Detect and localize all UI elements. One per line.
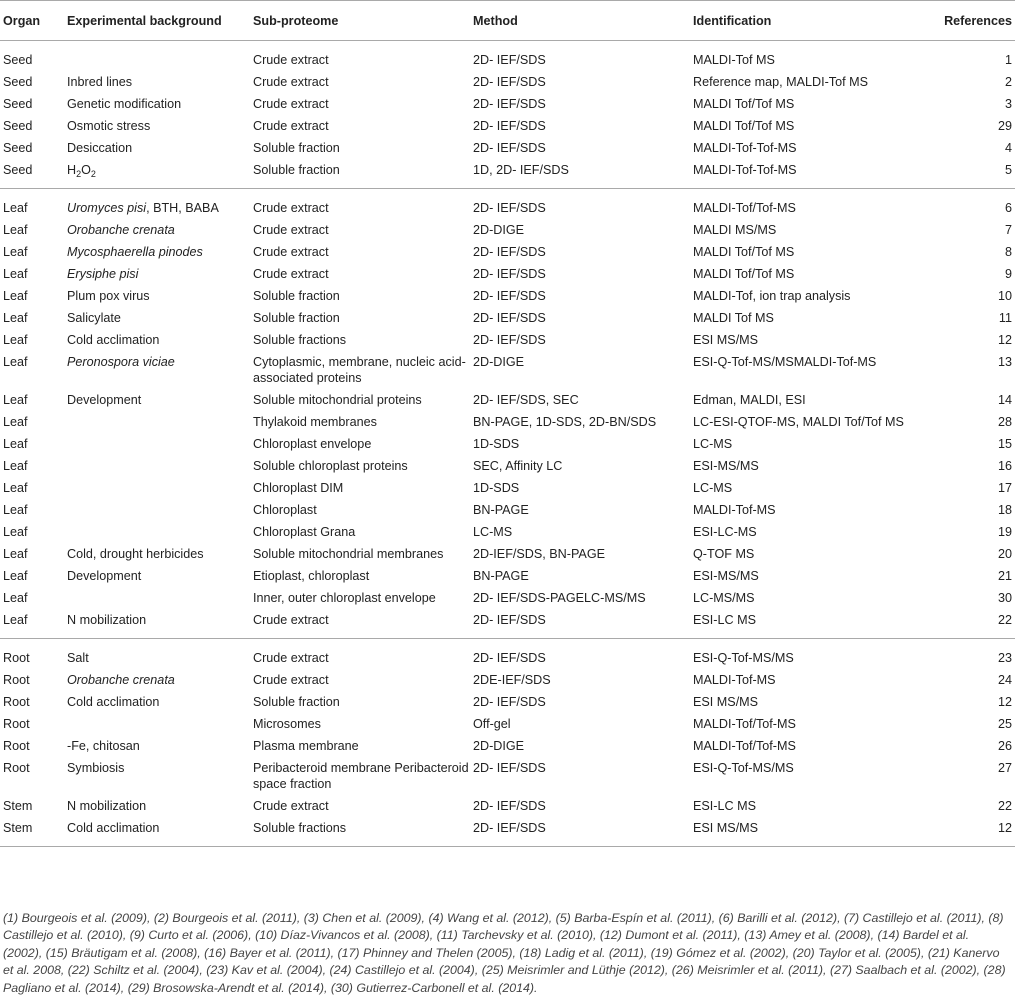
background-cell: $H_2O_2$ xyxy=(67,163,96,179)
identification-cell: ESI-MS/MS xyxy=(693,569,759,583)
subproteome-cell: Soluble mitochondrial proteins xyxy=(253,393,422,407)
table-row xyxy=(0,757,1015,795)
subproteome-cell: Crude extract xyxy=(253,267,329,281)
table-row xyxy=(0,159,1015,189)
header-method: Method xyxy=(470,1,690,41)
table-row xyxy=(0,817,1015,847)
reference-cell: 23 xyxy=(997,651,1012,665)
identification-cell: MALDI-Tof-MS xyxy=(693,503,776,517)
background-cell: Salt xyxy=(67,651,89,665)
footnote-reference: (12) Dumont et al. (2011) xyxy=(599,928,738,943)
reference-cell: 5 xyxy=(1004,163,1012,177)
reference-cell: 7 xyxy=(1004,223,1012,237)
identification-cell: LC-MS xyxy=(693,481,733,495)
table-row xyxy=(0,433,1015,455)
subproteome-cell: Microsomes xyxy=(253,717,321,731)
reference-cell: 25 xyxy=(997,717,1012,731)
method-cell: 2D- IEF/SDS xyxy=(473,119,546,133)
method-cell: 2D- IEF/SDS xyxy=(473,311,546,325)
background-cell: Inbred lines xyxy=(67,75,133,89)
table-header xyxy=(0,1,1015,41)
method-cell: BN-PAGE, 1D-SDS, 2D-BN/SDS xyxy=(473,415,657,429)
subproteome-cell: Crude extract xyxy=(253,75,329,89)
subproteome-cell: Crude extract xyxy=(253,119,329,133)
subproteome-cell: Etioplast, chloroplast xyxy=(253,569,370,583)
reference-cell: 9 xyxy=(1004,267,1012,281)
background-cell xyxy=(64,521,250,543)
subproteome-cell: Crude extract xyxy=(253,201,329,215)
table-row xyxy=(0,71,1015,93)
identification-cell: ESI-Q-Tof-MS/MSMALDI-Tof-MS xyxy=(693,355,877,369)
background-cell: Development xyxy=(67,393,142,407)
footnote-reference: (27) Saalbach et al. (2002) xyxy=(829,963,977,978)
reference-cell: 19 xyxy=(997,525,1012,539)
table-row xyxy=(0,137,1015,159)
reference-cell: 26 xyxy=(997,739,1012,753)
table-row xyxy=(0,115,1015,137)
subproteome-cell: Chloroplast DIM xyxy=(253,481,344,495)
background-cell: N mobilization xyxy=(67,799,147,813)
footnote-reference: (28) Pagliano et al. (2014) xyxy=(3,963,1006,995)
method-cell: 1D-SDS xyxy=(473,437,520,451)
header-identification: Identification xyxy=(690,1,935,41)
method-cell: 2D- IEF/SDS-PAGELC-MS/MS xyxy=(473,591,646,605)
identification-cell: MALDI Tof/Tof MS xyxy=(693,97,795,111)
reference-cell: 6 xyxy=(1004,201,1012,215)
reference-cell: 10 xyxy=(997,289,1012,303)
method-cell: 2D- IEF/SDS xyxy=(473,245,546,259)
method-cell: 2D- IEF/SDS, SEC xyxy=(473,393,579,407)
table-row xyxy=(0,189,1015,220)
table-row xyxy=(0,351,1015,389)
background-cell: Plum pox virus xyxy=(67,289,150,303)
footnote-reference: (26) Meisrimler et al. (2011) xyxy=(671,963,824,978)
identification-cell: ESI MS/MS xyxy=(693,821,759,835)
identification-cell: MALDI Tof/Tof MS xyxy=(693,245,795,259)
method-cell: 2D- IEF/SDS xyxy=(473,799,546,813)
organ-cell: Leaf xyxy=(3,591,28,605)
background-cell xyxy=(64,713,250,735)
identification-cell: MALDI-Tof-Tof-MS xyxy=(693,141,797,155)
footnote-reference: (16) Bayer et al. (2011) xyxy=(204,945,331,960)
reference-cell: 12 xyxy=(997,695,1012,709)
method-cell: BN-PAGE xyxy=(473,503,529,517)
organ-cell: Leaf xyxy=(3,245,28,259)
method-cell: 2D- IEF/SDS xyxy=(473,97,546,111)
row-group-leaf xyxy=(0,189,1015,639)
footnote-reference: (8) Castillejo et al. (2010) xyxy=(3,911,1004,943)
method-cell: 2D- IEF/SDS xyxy=(473,201,546,215)
method-cell: 2D- IEF/SDS xyxy=(473,267,546,281)
footnote-reference: (13) Amey et al. (2008) xyxy=(744,928,871,943)
subproteome-cell: Soluble fraction xyxy=(253,695,340,709)
reference-cell: 30 xyxy=(997,591,1012,605)
table-row xyxy=(0,735,1015,757)
reference-cell: 16 xyxy=(997,459,1012,473)
identification-cell: ESI-Q-Tof-MS/MS xyxy=(693,761,794,775)
footnote-reference: (23) Kav et al. (2004) xyxy=(206,963,323,978)
background-cell: Orobanche crenata xyxy=(67,673,175,687)
table-row xyxy=(0,477,1015,499)
background-cell xyxy=(64,41,250,72)
organ-cell: Leaf xyxy=(3,503,28,517)
background-cell: Cold, drought herbicides xyxy=(67,547,204,561)
subproteome-cell: Crude extract xyxy=(253,97,329,111)
organ-cell: Seed xyxy=(3,141,33,155)
footnote-reference: (17) Phinney and Thelen (2005) xyxy=(337,945,513,960)
organ-cell: Seed xyxy=(3,75,33,89)
reference-cell: 4 xyxy=(1004,141,1012,155)
organ-cell: Leaf xyxy=(3,459,28,473)
method-cell: 1D-SDS xyxy=(473,481,520,495)
header-background: Experimental background xyxy=(64,1,250,41)
background-cell: Peronospora viciae xyxy=(67,355,175,369)
table-row xyxy=(0,795,1015,817)
row-group-root-stem xyxy=(0,639,1015,847)
background-cell xyxy=(64,455,250,477)
organ-cell: Root xyxy=(3,695,30,709)
reference-cell: 22 xyxy=(997,613,1012,627)
table-row xyxy=(0,455,1015,477)
identification-cell: MALDI Tof MS xyxy=(693,311,774,325)
method-cell: 2D- IEF/SDS xyxy=(473,761,546,775)
organ-cell: Root xyxy=(3,739,30,753)
subproteome-cell: Chloroplast envelope xyxy=(253,437,372,451)
subproteome-cell: Chloroplast xyxy=(253,503,317,517)
background-cell: Cold acclimation xyxy=(67,333,160,347)
identification-cell: MALDI-Tof-Tof-MS xyxy=(693,163,797,177)
subproteome-cell: Chloroplast Grana xyxy=(253,525,356,539)
table-row xyxy=(0,565,1015,587)
identification-cell: LC-MS/MS xyxy=(693,591,755,605)
footnote-reference: (2) Bourgeois et al. (2011) xyxy=(153,911,297,925)
header-organ: Organ xyxy=(0,1,64,41)
background-cell xyxy=(64,499,250,521)
table-row xyxy=(0,669,1015,691)
method-cell: 2D- IEF/SDS xyxy=(473,289,546,303)
table-row xyxy=(0,41,1015,72)
header-subproteome: Sub-proteome xyxy=(250,1,470,41)
method-cell: 2D-DIGE xyxy=(473,223,525,237)
organ-cell: Leaf xyxy=(3,613,28,627)
footnote-reference: (25) Meisrimler and Lüthje (2012) xyxy=(481,963,665,978)
subproteome-cell: Soluble fraction xyxy=(253,141,340,155)
table-row xyxy=(0,543,1015,565)
reference-cell: 15 xyxy=(997,437,1012,451)
subproteome-cell: Peribacteroid membrane Peribacteroid space fraction xyxy=(253,761,469,791)
background-cell xyxy=(64,477,250,499)
table-row xyxy=(0,219,1015,241)
organ-cell: Leaf xyxy=(3,311,28,325)
footnote-reference: (6) Barilli et al. (2012) xyxy=(718,911,838,925)
method-cell: 2D-DIGE xyxy=(473,355,525,369)
organ-cell: Leaf xyxy=(3,223,28,237)
subproteome-cell: Crude extract xyxy=(253,673,329,687)
table-row xyxy=(0,389,1015,411)
method-cell: 2D- IEF/SDS xyxy=(473,613,546,627)
organ-cell: Leaf xyxy=(3,415,28,429)
identification-cell: MALDI-Tof-MS xyxy=(693,673,776,687)
identification-cell: Edman, MALDI, ESI xyxy=(693,393,806,407)
method-cell: 2D- IEF/SDS xyxy=(473,141,546,155)
reference-cell: 20 xyxy=(997,547,1012,561)
identification-cell: ESI MS/MS xyxy=(693,333,759,347)
identification-cell: ESI-Q-Tof-MS/MS xyxy=(693,651,794,665)
table-row xyxy=(0,691,1015,713)
subproteome-cell: Soluble fraction xyxy=(253,311,340,325)
identification-cell: MALDI Tof/Tof MS xyxy=(693,119,795,133)
footnote-reference: (3) Chen et al. (2009) xyxy=(303,911,422,925)
reference-cell: 13 xyxy=(997,355,1012,369)
identification-cell: MALDI-Tof, ion trap analysis xyxy=(693,289,851,303)
subproteome-cell: Plasma membrane xyxy=(253,739,359,753)
organ-cell: Seed xyxy=(3,163,33,177)
subproteome-cell: Thylakoid membranes xyxy=(253,415,377,429)
header-row xyxy=(0,1,1015,41)
background-cell: Development xyxy=(67,569,142,583)
footnote-reference: (18) Ladig et al. (2011) xyxy=(519,945,644,960)
identification-cell: ESI-MS/MS xyxy=(693,459,759,473)
organ-cell: Leaf xyxy=(3,525,28,539)
footnote-reference: (29) Brosowska-Arendt et al. (2014) xyxy=(127,980,324,995)
identification-cell: LC-MS xyxy=(693,437,733,451)
method-cell: 2D-IEF/SDS, BN-PAGE xyxy=(473,547,606,561)
method-cell: 2D- IEF/SDS xyxy=(473,333,546,347)
identification-cell: Reference map, MALDI-Tof MS xyxy=(693,75,868,89)
background-cell: Erysiphe pisi xyxy=(67,267,139,281)
row-group-seed xyxy=(0,41,1015,189)
background-cell xyxy=(64,433,250,455)
organ-cell: Leaf xyxy=(3,547,28,561)
table-row xyxy=(0,307,1015,329)
subproteome-cell: Crude extract xyxy=(253,651,329,665)
background-cell: Uromyces pisi, BTH, BABA xyxy=(67,201,219,215)
table-row xyxy=(0,639,1015,670)
reference-cell: 24 xyxy=(997,673,1012,687)
organ-cell: Stem xyxy=(3,799,33,813)
background-cell: Orobanche crenata xyxy=(67,223,175,237)
organ-cell: Seed xyxy=(3,119,33,133)
background-cell: Genetic modification xyxy=(67,97,182,111)
organ-cell: Leaf xyxy=(3,201,28,215)
reference-cell: 14 xyxy=(997,393,1012,407)
footnote-reference: (4) Wang et al. (2012) xyxy=(428,911,549,925)
background-cell: Symbiosis xyxy=(67,761,125,775)
organ-cell: Leaf xyxy=(3,355,28,369)
reference-cell: 17 xyxy=(997,481,1012,495)
organ-cell: Seed xyxy=(3,53,33,67)
table-row xyxy=(0,609,1015,639)
identification-cell: ESI-LC MS xyxy=(693,799,756,813)
table-row xyxy=(0,411,1015,433)
background-cell xyxy=(64,411,250,433)
subproteome-cell: Cytoplasmic, membrane, nucleic acid-associated proteins xyxy=(253,355,466,385)
background-cell: N mobilization xyxy=(67,613,147,627)
reference-cell: 12 xyxy=(997,333,1012,347)
subproteome-cell: Crude extract xyxy=(253,799,329,813)
subproteome-cell: Crude extract xyxy=(253,223,329,237)
footnote-reference: (5) Barba-Espín et al. (2011) xyxy=(555,911,712,925)
method-cell: 1D, 2D- IEF/SDS xyxy=(473,163,569,177)
identification-cell: MALDI Tof/Tof MS xyxy=(693,267,795,281)
identification-cell: Q-TOF MS xyxy=(693,547,755,561)
reference-cell: 27 xyxy=(997,761,1012,775)
organ-cell: Leaf xyxy=(3,437,28,451)
identification-cell: ESI-LC-MS xyxy=(693,525,757,539)
footnote-reference: (20) Taylor et al. (2005) xyxy=(792,945,921,960)
table-row xyxy=(0,499,1015,521)
reference-cell: 18 xyxy=(997,503,1012,517)
table-row xyxy=(0,329,1015,351)
background-cell: -Fe, chitosan xyxy=(67,739,140,753)
method-cell: LC-MS xyxy=(473,525,513,539)
reference-cell: 21 xyxy=(997,569,1012,583)
method-cell: 2D- IEF/SDS xyxy=(473,695,546,709)
subproteome-cell: Soluble fractions xyxy=(253,821,347,835)
organ-cell: Root xyxy=(3,717,30,731)
organ-cell: Leaf xyxy=(3,289,28,303)
table-footnote: (1) Bourgeois et al. (2009), (2) Bourgeois et al. (2011), (3) Chen et al. (2009), (4) Wang et al. (2012), (5) Barba-Espín et al. (2011), (6) Barilli et al. (2012), (7) Castillejo et al. (2011), (8) Castillejo et al. (2010), (9) Curto et al. (2006), (10) Díaz-Vivancos et al. (2008), (11) Tarchevsky et al. (2010), (12) Dumont et al. (2011), (13) Amey et al. (2008), (14) Bardel et al. (2002), (15) Bräutigam et al. (2008), (16) Bayer et al. (2011), (17) Phinney and Thelen (2005), (18) Ladig et al. (2011), (19) Gómez et al. (2002), (20) Taylor et al. (2005), (21) Kanervo et al. 2008, (22) Schiltz et al. (2004), (23) Kav et al. (2004), (24) Castillejo et al. (2004), (25) Meisrimler and Lüthje (2012), (26) Meisrimler et al. (2011), (27) Saalbach et al. (2002), (28) Pagliano et al. (2014), (29) Brosowska-Arendt et al. (2014), (30) Gutierrez-Carbonell et al. (2014). xyxy=(3,911,1006,995)
subproteome-cell: Soluble fraction xyxy=(253,289,340,303)
method-cell: 2D- IEF/SDS xyxy=(473,821,546,835)
background-cell: Mycosphaerella pinodes xyxy=(67,245,203,259)
reference-cell: 28 xyxy=(997,415,1012,429)
identification-cell: MALDI-Tof/Tof-MS xyxy=(693,717,796,731)
identification-cell: MALDI-Tof MS xyxy=(693,53,775,67)
reference-cell: 29 xyxy=(997,119,1012,133)
organ-cell: Root xyxy=(3,651,30,665)
footnote-reference: (14) Bardel et al. (2002) xyxy=(3,928,970,960)
footnote-reference: (15) Bräutigam et al. (2008) xyxy=(45,945,198,960)
footnote-reference: (19) Gómez et al. (2002) xyxy=(650,945,786,960)
subproteome-cell: Soluble fractions xyxy=(253,333,347,347)
reference-cell: 8 xyxy=(1004,245,1012,259)
organ-cell: Root xyxy=(3,761,30,775)
method-cell: 2DE-IEF/SDS xyxy=(473,673,551,687)
table-row xyxy=(0,93,1015,115)
footnote-reference: (9) Curto et al. (2006) xyxy=(129,928,249,943)
background-cell: Cold acclimation xyxy=(67,695,160,709)
identification-cell: MALDI-Tof/Tof-MS xyxy=(693,201,796,215)
table-row xyxy=(0,263,1015,285)
footnote-reference: (10) Díaz-Vivancos et al. (2008) xyxy=(255,928,430,943)
organ-cell: Leaf xyxy=(3,481,28,495)
subproteome-cell: Soluble fraction xyxy=(253,163,340,177)
footnote-reference: (22) Schiltz et al. (2004) xyxy=(67,963,200,978)
method-cell: Off-gel xyxy=(473,717,511,731)
organ-cell: Stem xyxy=(3,821,33,835)
identification-cell: MALDI-Tof/Tof-MS xyxy=(693,739,796,753)
identification-cell: ESI-LC MS xyxy=(693,613,756,627)
identification-cell: MALDI MS/MS xyxy=(693,223,777,237)
footnote-reference: (24) Castillejo et al. (2004) xyxy=(329,963,475,978)
reference-cell: 1 xyxy=(1004,53,1012,67)
footnote-reference: (1) Bourgeois et al. (2009) xyxy=(3,911,147,925)
subproteome-cell: Crude extract xyxy=(253,53,329,67)
table-row xyxy=(0,241,1015,263)
organ-cell: Leaf xyxy=(3,569,28,583)
background-cell xyxy=(64,587,250,609)
footnote-reference: (7) Castillejo et al. (2011) xyxy=(843,911,982,925)
subproteome-cell: Crude extract xyxy=(253,613,329,627)
footnote-reference: (11) Tarchevsky et al. (2010) xyxy=(436,928,593,943)
reference-cell: 11 xyxy=(998,311,1012,325)
background-cell: Desiccation xyxy=(67,141,133,155)
organ-cell: Root xyxy=(3,673,30,687)
reference-cell: 12 xyxy=(997,821,1012,835)
method-cell: 2D- IEF/SDS xyxy=(473,53,546,67)
identification-cell: ESI MS/MS xyxy=(693,695,759,709)
organ-cell: Leaf xyxy=(3,333,28,347)
method-cell: 2D-DIGE xyxy=(473,739,525,753)
background-cell: Osmotic stress xyxy=(67,119,151,133)
method-cell: 2D- IEF/SDS xyxy=(473,75,546,89)
subproteome-cell: Soluble mitochondrial membranes xyxy=(253,547,444,561)
subproteome-cell: Soluble chloroplast proteins xyxy=(253,459,408,473)
subproteome-cell: Crude extract xyxy=(253,245,329,259)
method-cell: 2D- IEF/SDS xyxy=(473,651,546,665)
reference-cell: 2 xyxy=(1004,75,1012,89)
reference-cell: 22 xyxy=(997,799,1012,813)
background-cell: Salicylate xyxy=(67,311,121,325)
subproteome-cell: Inner, outer chloroplast envelope xyxy=(253,591,436,605)
organ-cell: Seed xyxy=(3,97,33,111)
footnote-reference: (21) Kanervo et al. 2008 xyxy=(3,945,1000,978)
table-row xyxy=(0,713,1015,735)
table-row xyxy=(0,285,1015,307)
table-row xyxy=(0,521,1015,543)
header-references: References xyxy=(935,1,1015,41)
identification-cell: LC-ESI-QTOF-MS, MALDI Tof/Tof MS xyxy=(693,415,904,429)
reference-cell: 3 xyxy=(1004,97,1012,111)
organ-cell: Leaf xyxy=(3,267,28,281)
background-cell: Cold acclimation xyxy=(67,821,160,835)
method-cell: SEC, Affinity LC xyxy=(473,459,563,473)
method-cell: BN-PAGE xyxy=(473,569,529,583)
footnote-reference: (30) Gutierrez-Carbonell et al. (2014) xyxy=(330,980,535,995)
organ-cell: Leaf xyxy=(3,393,28,407)
table-row xyxy=(0,587,1015,609)
